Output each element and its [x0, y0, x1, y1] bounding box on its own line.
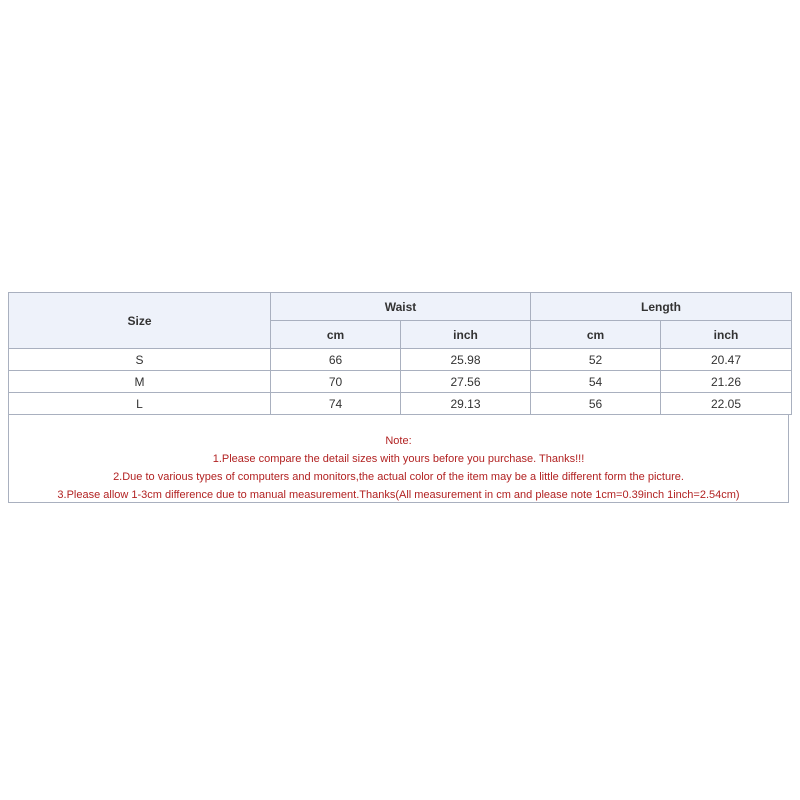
note-line: 2.Due to various types of computers and monitors,the actual color of the item may be a little different form the picture.: [113, 471, 684, 483]
waist-column-header: Waist: [271, 293, 531, 321]
note-line: 3.Please allow 1-3cm difference due to manual measurement.Thanks(All measurement in cm and please note 1cm=0.39inch 1inch=2.54cm): [57, 489, 740, 501]
length-cm-header: cm: [531, 321, 661, 349]
size-table: [8, 292, 792, 415]
table-row: [9, 349, 792, 371]
table-header-row: [9, 293, 792, 321]
length-cm-cell: 52: [531, 349, 661, 371]
size-cell: M: [9, 371, 271, 393]
note-line: 1.Please compare the detail sizes with yours before you purchase. Thanks!!!: [212, 453, 585, 465]
waist-inch-cell: 29.13: [401, 393, 531, 415]
table-row: [9, 393, 792, 415]
waist-inch-cell: 25.98: [401, 349, 531, 371]
note-box: [8, 415, 789, 503]
waist-inch-header: inch: [401, 321, 531, 349]
size-column-header: Size: [9, 293, 271, 349]
length-column-header: Length: [531, 293, 792, 321]
waist-inch-cell: 27.56: [401, 371, 531, 393]
length-inch-cell: 21.26: [661, 371, 792, 393]
size-chart: [8, 292, 791, 503]
length-inch-cell: 22.05: [661, 393, 792, 415]
size-cell: S: [9, 349, 271, 371]
length-cm-cell: 56: [531, 393, 661, 415]
length-inch-header: inch: [661, 321, 792, 349]
waist-cm-cell: 66: [271, 349, 401, 371]
waist-cm-header: cm: [271, 321, 401, 349]
waist-cm-cell: 74: [271, 393, 401, 415]
length-inch-cell: 20.47: [661, 349, 792, 371]
length-cm-cell: 54: [531, 371, 661, 393]
waist-cm-cell: 70: [271, 371, 401, 393]
note-title: Note:: [385, 435, 412, 447]
size-cell: L: [9, 393, 271, 415]
table-row: [9, 371, 792, 393]
